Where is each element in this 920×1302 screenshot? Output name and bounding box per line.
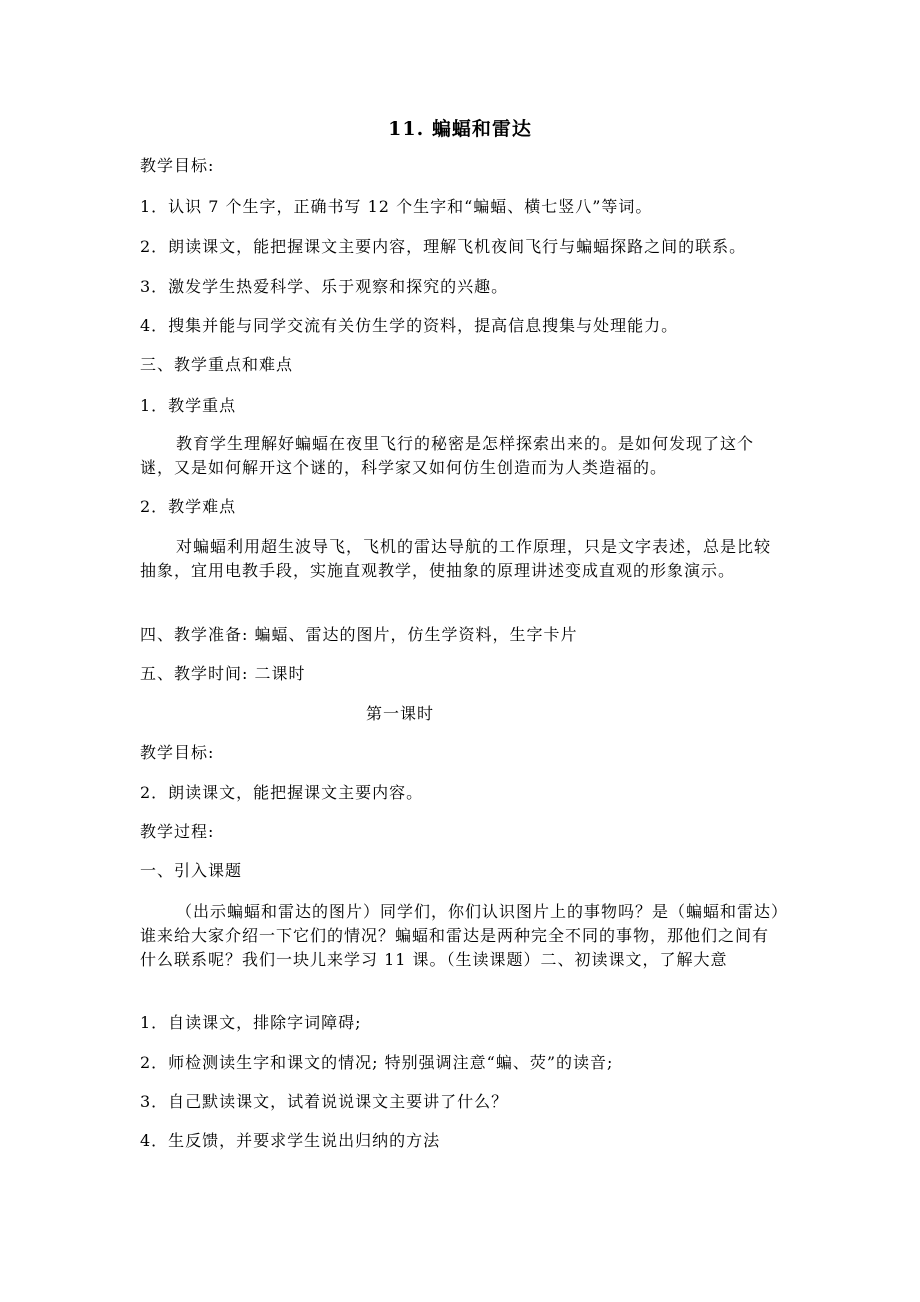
reading-step: 1．自读课文，排除字词障碍; [140,1013,362,1032]
difficulty-paragraph: 对蝙蝠利用超生波导飞，飞机的雷达导航的工作原理，只是文字表述，总是比较抽象，宜用电教手段，实施直观教学，使抽象的原理讲述变成直观的形象演示。 [140,537,772,580]
lesson-objective: 2．朗读课文，能把握课文主要内容。 [140,783,424,802]
reading-step: 2．师检测读生字和课文的情况; 特别强调注意“蝙、荧”的读音; [140,1053,614,1072]
step-heading: 一、引入课题 [140,861,243,880]
objective-item: 2．朗读课文，能把握课文主要内容，理解飞机夜间飞行与蝙蝠探路之间的联系。 [140,237,747,256]
objective-item: 1．认识 7 个生字，正确书写 12 个生字和“蝙蝠、横七竖八”等词。 [140,197,653,216]
subsection-heading: 1．教学重点 [140,396,237,415]
process-heading: 教学过程: [140,822,215,841]
intro-paragraph: （出示蝙蝠和雷达的图片）同学们，你们认识图片上的事物吗？是（蝙蝠和雷达）谁来给大家介绍一下它们的情况？蝙蝠和雷达是两种完全不同的事物，那他们之间有什么联系呢？我们一块儿来学习 11 课。（生读课题）二、初读课文，了解大意 [140,902,781,969]
reading-step: 4．生反馈，并要求学生说出归纳的方法 [140,1131,441,1150]
preparation-line: 四、教学准备: 蝙蝠、雷达的图片，仿生学资料，生字卡片 [140,625,578,644]
key-point-paragraph: 教育学生理解好蝙蝠在夜里飞行的秘密是怎样探索出来的。是如何发现了这个谜，又是如何解开这个谜的，科学家又如何仿生创造而为人类造福的。 [140,434,755,477]
time-line: 五、教学时间: 二课时 [140,664,306,683]
objectives-heading: 教学目标: [140,156,215,175]
section-heading: 三、教学重点和难点 [140,355,294,374]
objective-item: 3．激发学生热爱科学、乐于观察和探究的兴趣。 [140,277,509,296]
lesson-heading: 第一课时 [365,704,434,723]
reading-step: 3．自己默读课文，试着说说课文主要讲了什么？ [140,1092,509,1111]
subsection-heading: 2．教学难点 [140,497,237,516]
document-title: 11. 蝙蝠和雷达 [388,118,532,140]
objective-item: 4．搜集并能与同学交流有关仿生学的资料，提高信息搜集与处理能力。 [140,316,679,335]
lesson-objectives-heading: 教学目标: [140,743,215,762]
